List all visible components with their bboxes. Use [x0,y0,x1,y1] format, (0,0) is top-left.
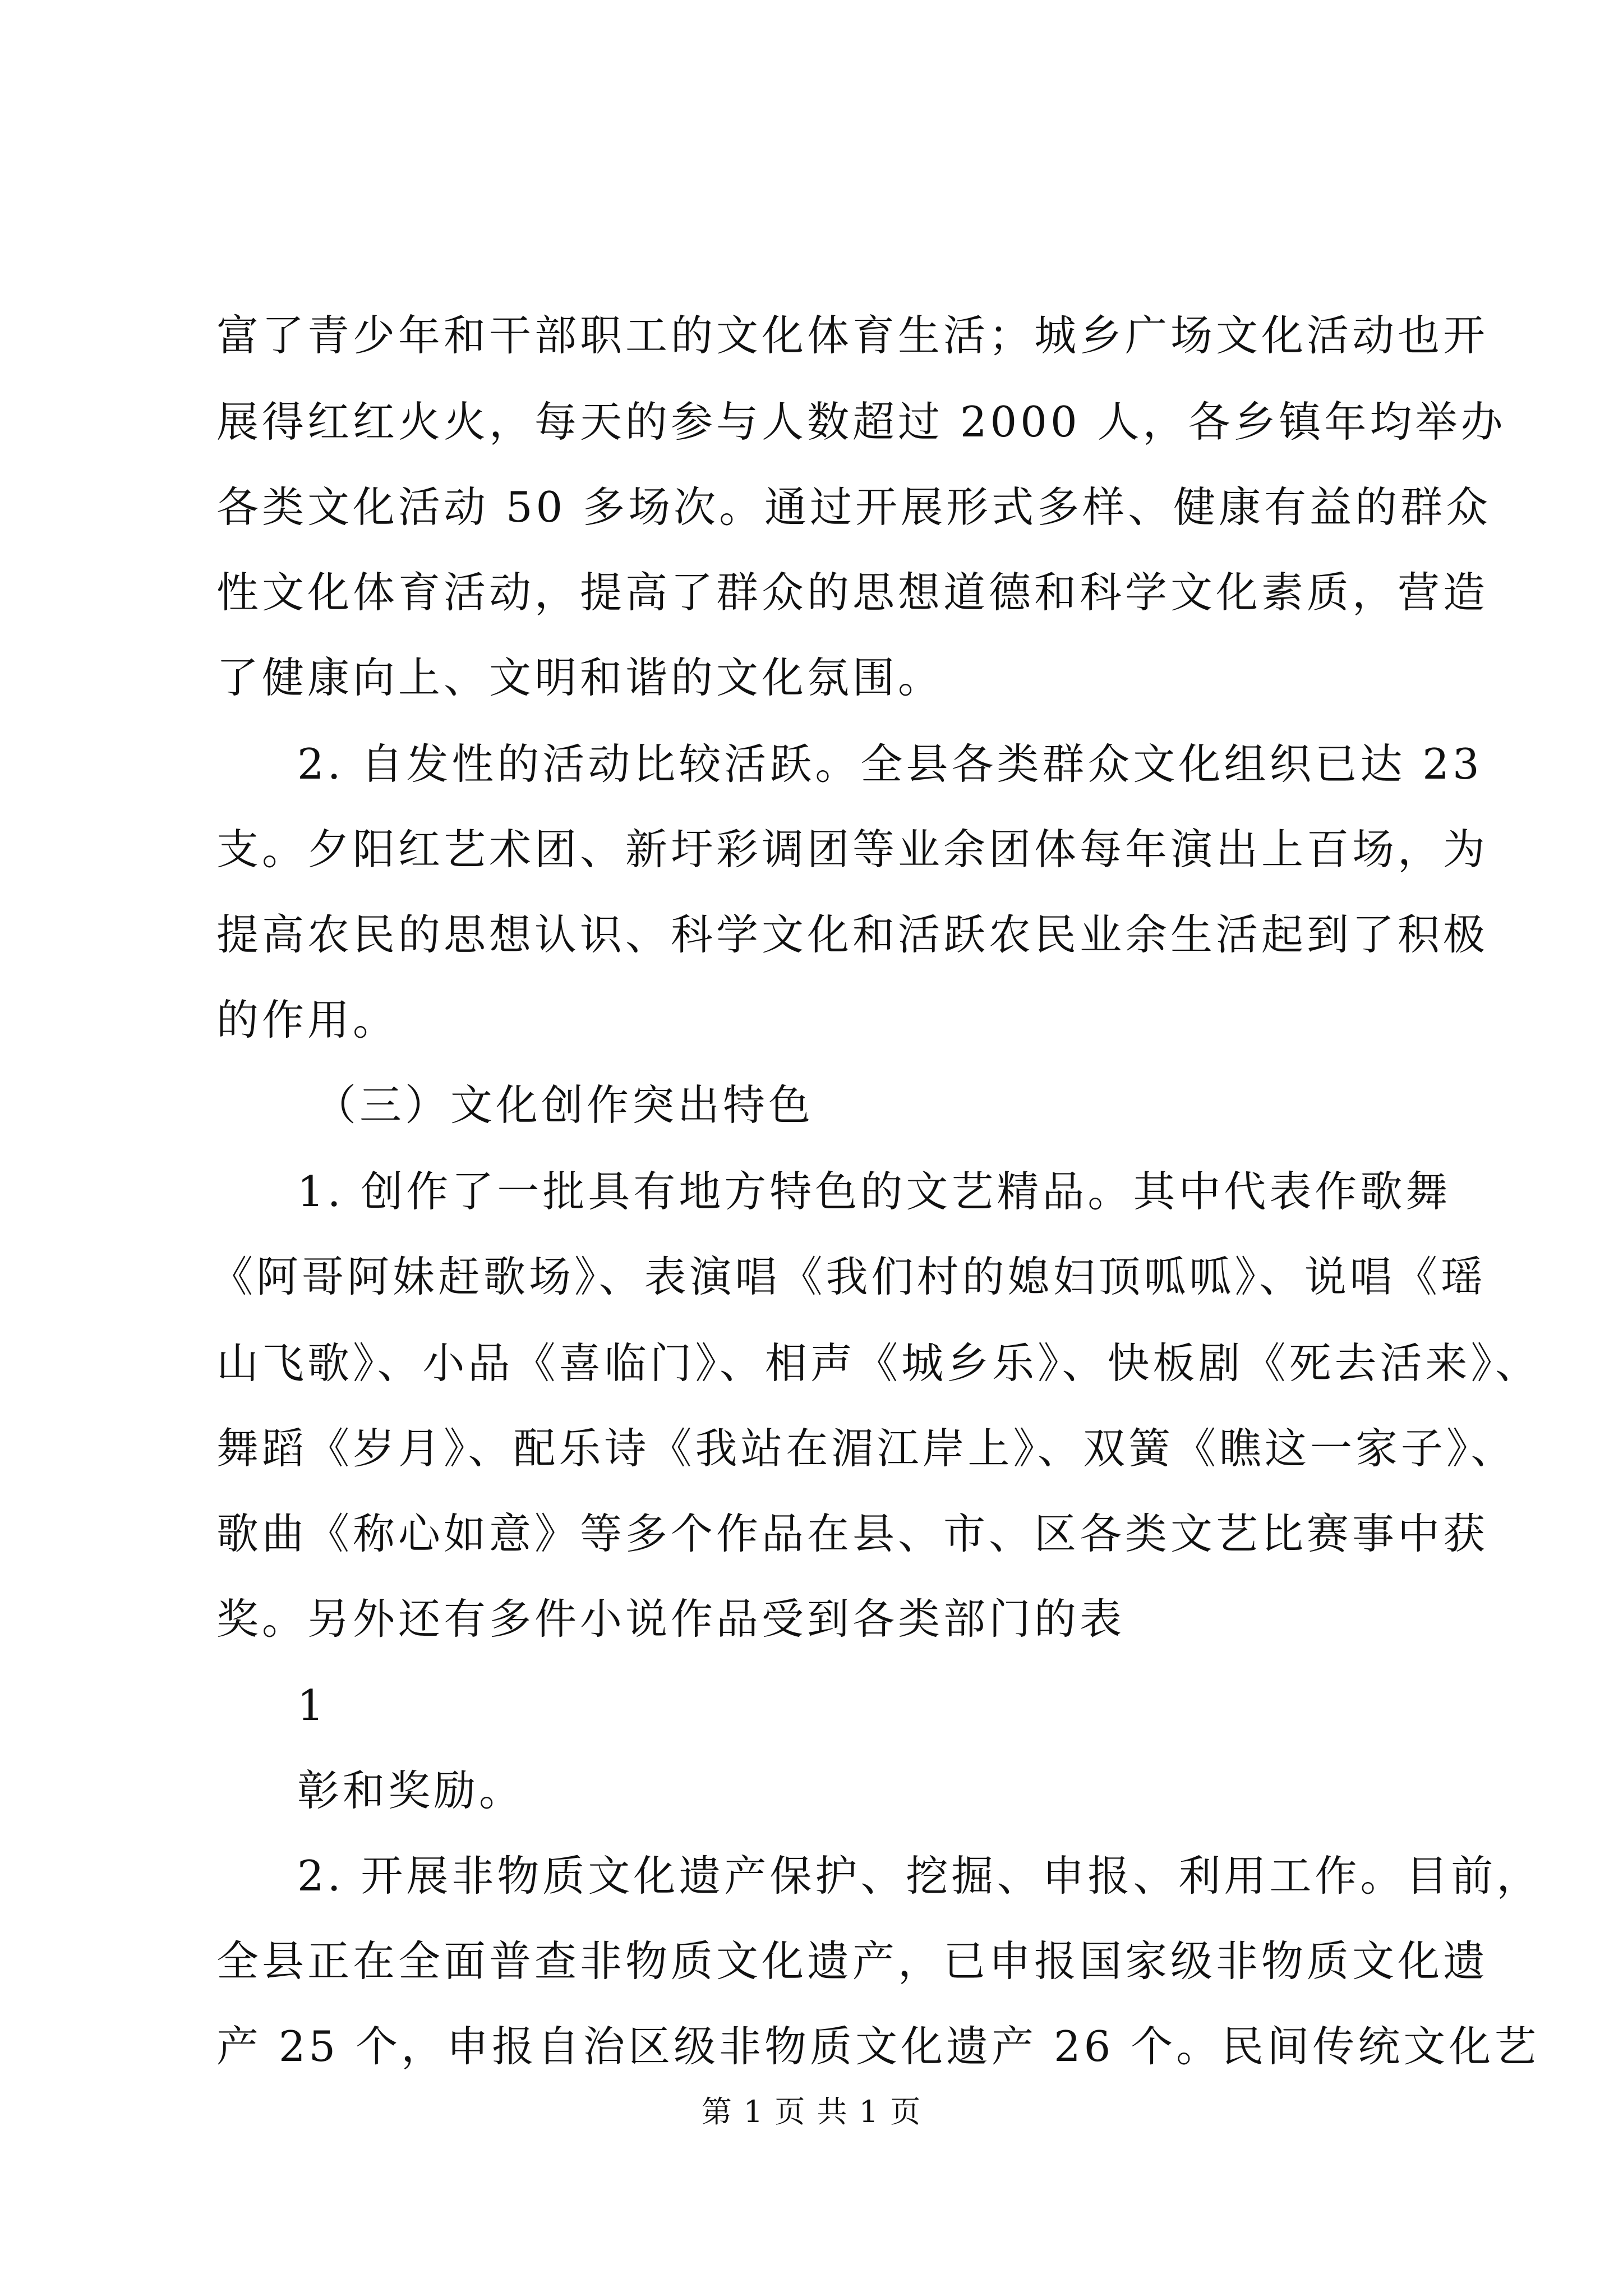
text-line: 舞蹈《岁月》、配乐诗《我站在湄江岸上》、双簧《瞧这一家子》、 [216,1424,1516,1473]
text-line: 各类文化活动 50 多场次。通过开展形式多样、健康有益的群众 [216,482,1492,532]
text-line: 歌曲《称心如意》等多个作品在县、市、区各类文艺比赛事中获 [216,1509,1489,1558]
text-line: 的作用。 [216,995,399,1045]
text-line: 奖。另外还有多件小说作品受到各类部门的表 [216,1594,1126,1644]
text-line: 山飞歌》、小品《喜临门》、相声《城乡乐》、快板剧《死去活来》、 [216,1338,1541,1388]
text-line: 提高农民的思想认识、科学文化和活跃农民业余生活起到了积极 [216,910,1489,959]
list-item-paragraph: 2. 开展非物质文化遗产保护、挖掘、申报、利用工作。目前， [297,1851,1542,1901]
text-line: 性文化体育活动，提高了群众的思想道德和科学文化素质，营造 [216,568,1489,617]
list-item-paragraph: 1. 创作了一批具有地方特色的文艺精品。其中代表作歌舞 [297,1167,1451,1216]
section-heading: （三）文化创作突出特色 [314,1080,814,1130]
text-line: 了健康向上、文明和谐的文化氛围。 [216,653,944,702]
list-item-paragraph: 2. 自发性的活动比较活跃。全县各类群众文化组织已达 23 [297,739,1483,789]
text-line: 产 25 个，申报自治区级非物质文化遗产 26 个。民间传统文化艺 [216,2022,1540,2071]
text-line: 全县正在全面普查非物质文化遗产，已申报国家级非物质文化遗 [216,1936,1489,1986]
text-line: 《阿哥阿妹赶歌场》、表演唱《我们村的媳妇顶呱呱》、说唱《瑶 [211,1252,1487,1301]
inline-page-number: 1 [297,1681,328,1730]
text-line: 展得红红火火，每天的参与人数超过 2000 人，各乡镇年均举办 [216,397,1506,447]
text-line: 支。夕阳红艺术团、新圩彩调团等业余团体每年演出上百场，为 [216,825,1489,874]
text-line: 彰和奖励。 [297,1766,525,1815]
page-footer: 第 1 页 共 1 页 [701,2094,922,2129]
text-line: 富了青少年和干部职工的文化体育生活；城乡广场文化活动也开 [216,311,1489,360]
